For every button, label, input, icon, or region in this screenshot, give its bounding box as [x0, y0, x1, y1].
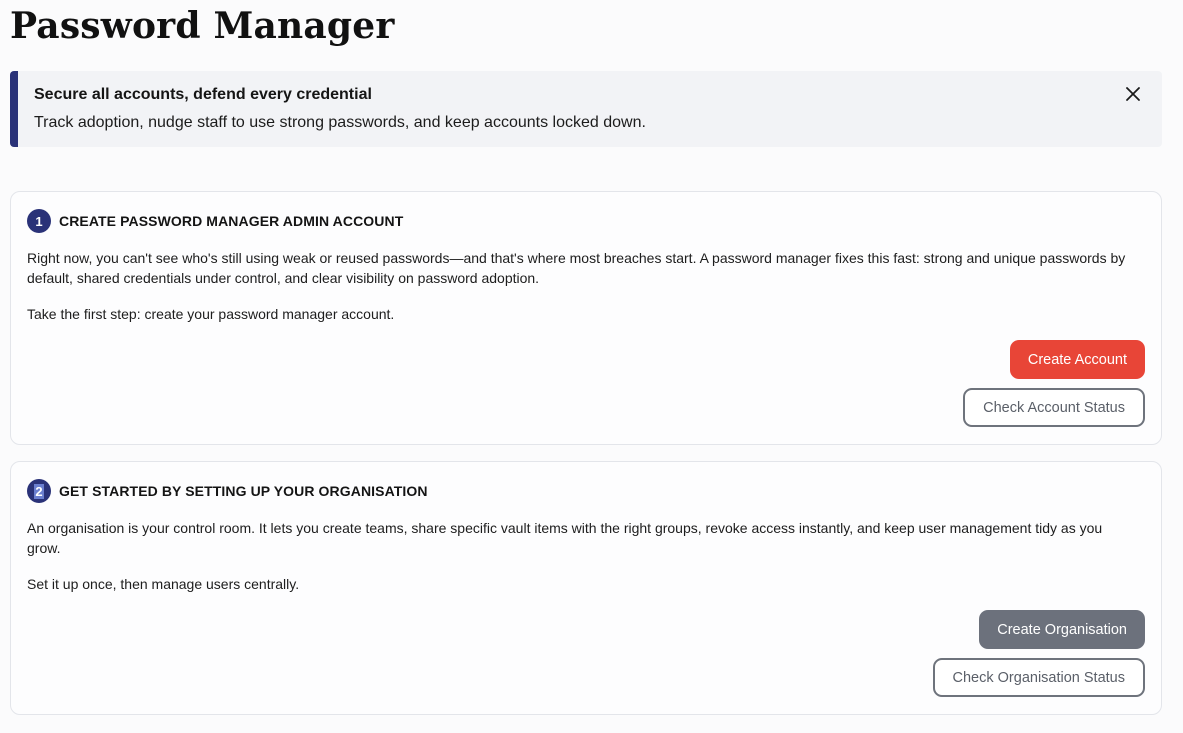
- step-number-badge: [27, 479, 51, 503]
- step-call-to-action: Take the first step: create your password manager account.: [27, 306, 395, 322]
- step-title: CREATE PASSWORD MANAGER ADMIN ACCOUNT: [59, 213, 404, 229]
- step-number-text: 2: [35, 483, 43, 499]
- create-account-button[interactable]: Create Account: [1010, 340, 1145, 379]
- step-number-badge: 1: [27, 209, 51, 233]
- check-account-status-button[interactable]: Check Account Status: [963, 388, 1145, 427]
- step-description: Right now, you can't see who's still using weak or reused passwords—and that's where most breaches start. A password manager fixes this fast: strong and unique passwords by default, shared credentials under control, and clear visibility on password adoption.: [27, 250, 1126, 286]
- page-title: Password Manager: [10, 5, 395, 47]
- close-icon: [1122, 83, 1144, 105]
- step-card-create-organisation: [10, 461, 1162, 715]
- step-header: [27, 209, 403, 233]
- info-banner: [10, 71, 1162, 147]
- check-organisation-status-button[interactable]: Check Organisation Status: [933, 658, 1145, 697]
- create-organisation-button[interactable]: Create Organisation: [979, 610, 1145, 649]
- step-call-to-action: Set it up once, then manage users centrally.: [27, 576, 300, 592]
- banner-text: Track adoption, nudge staff to use strong passwords, and keep accounts locked down.: [34, 114, 646, 131]
- banner-title: Secure all accounts, defend every credential: [34, 86, 372, 103]
- step-description: An organisation is your control room. It lets you create teams, share specific vault items with the right groups, revoke access instantly, and keep user management tidy as you grow.: [27, 520, 1103, 556]
- banner-close-button[interactable]: [1122, 83, 1144, 105]
- step-title: GET STARTED BY SETTING UP YOUR ORGANISATION: [59, 483, 428, 499]
- step-card-create-account: [10, 191, 1162, 445]
- step-header: [27, 479, 428, 503]
